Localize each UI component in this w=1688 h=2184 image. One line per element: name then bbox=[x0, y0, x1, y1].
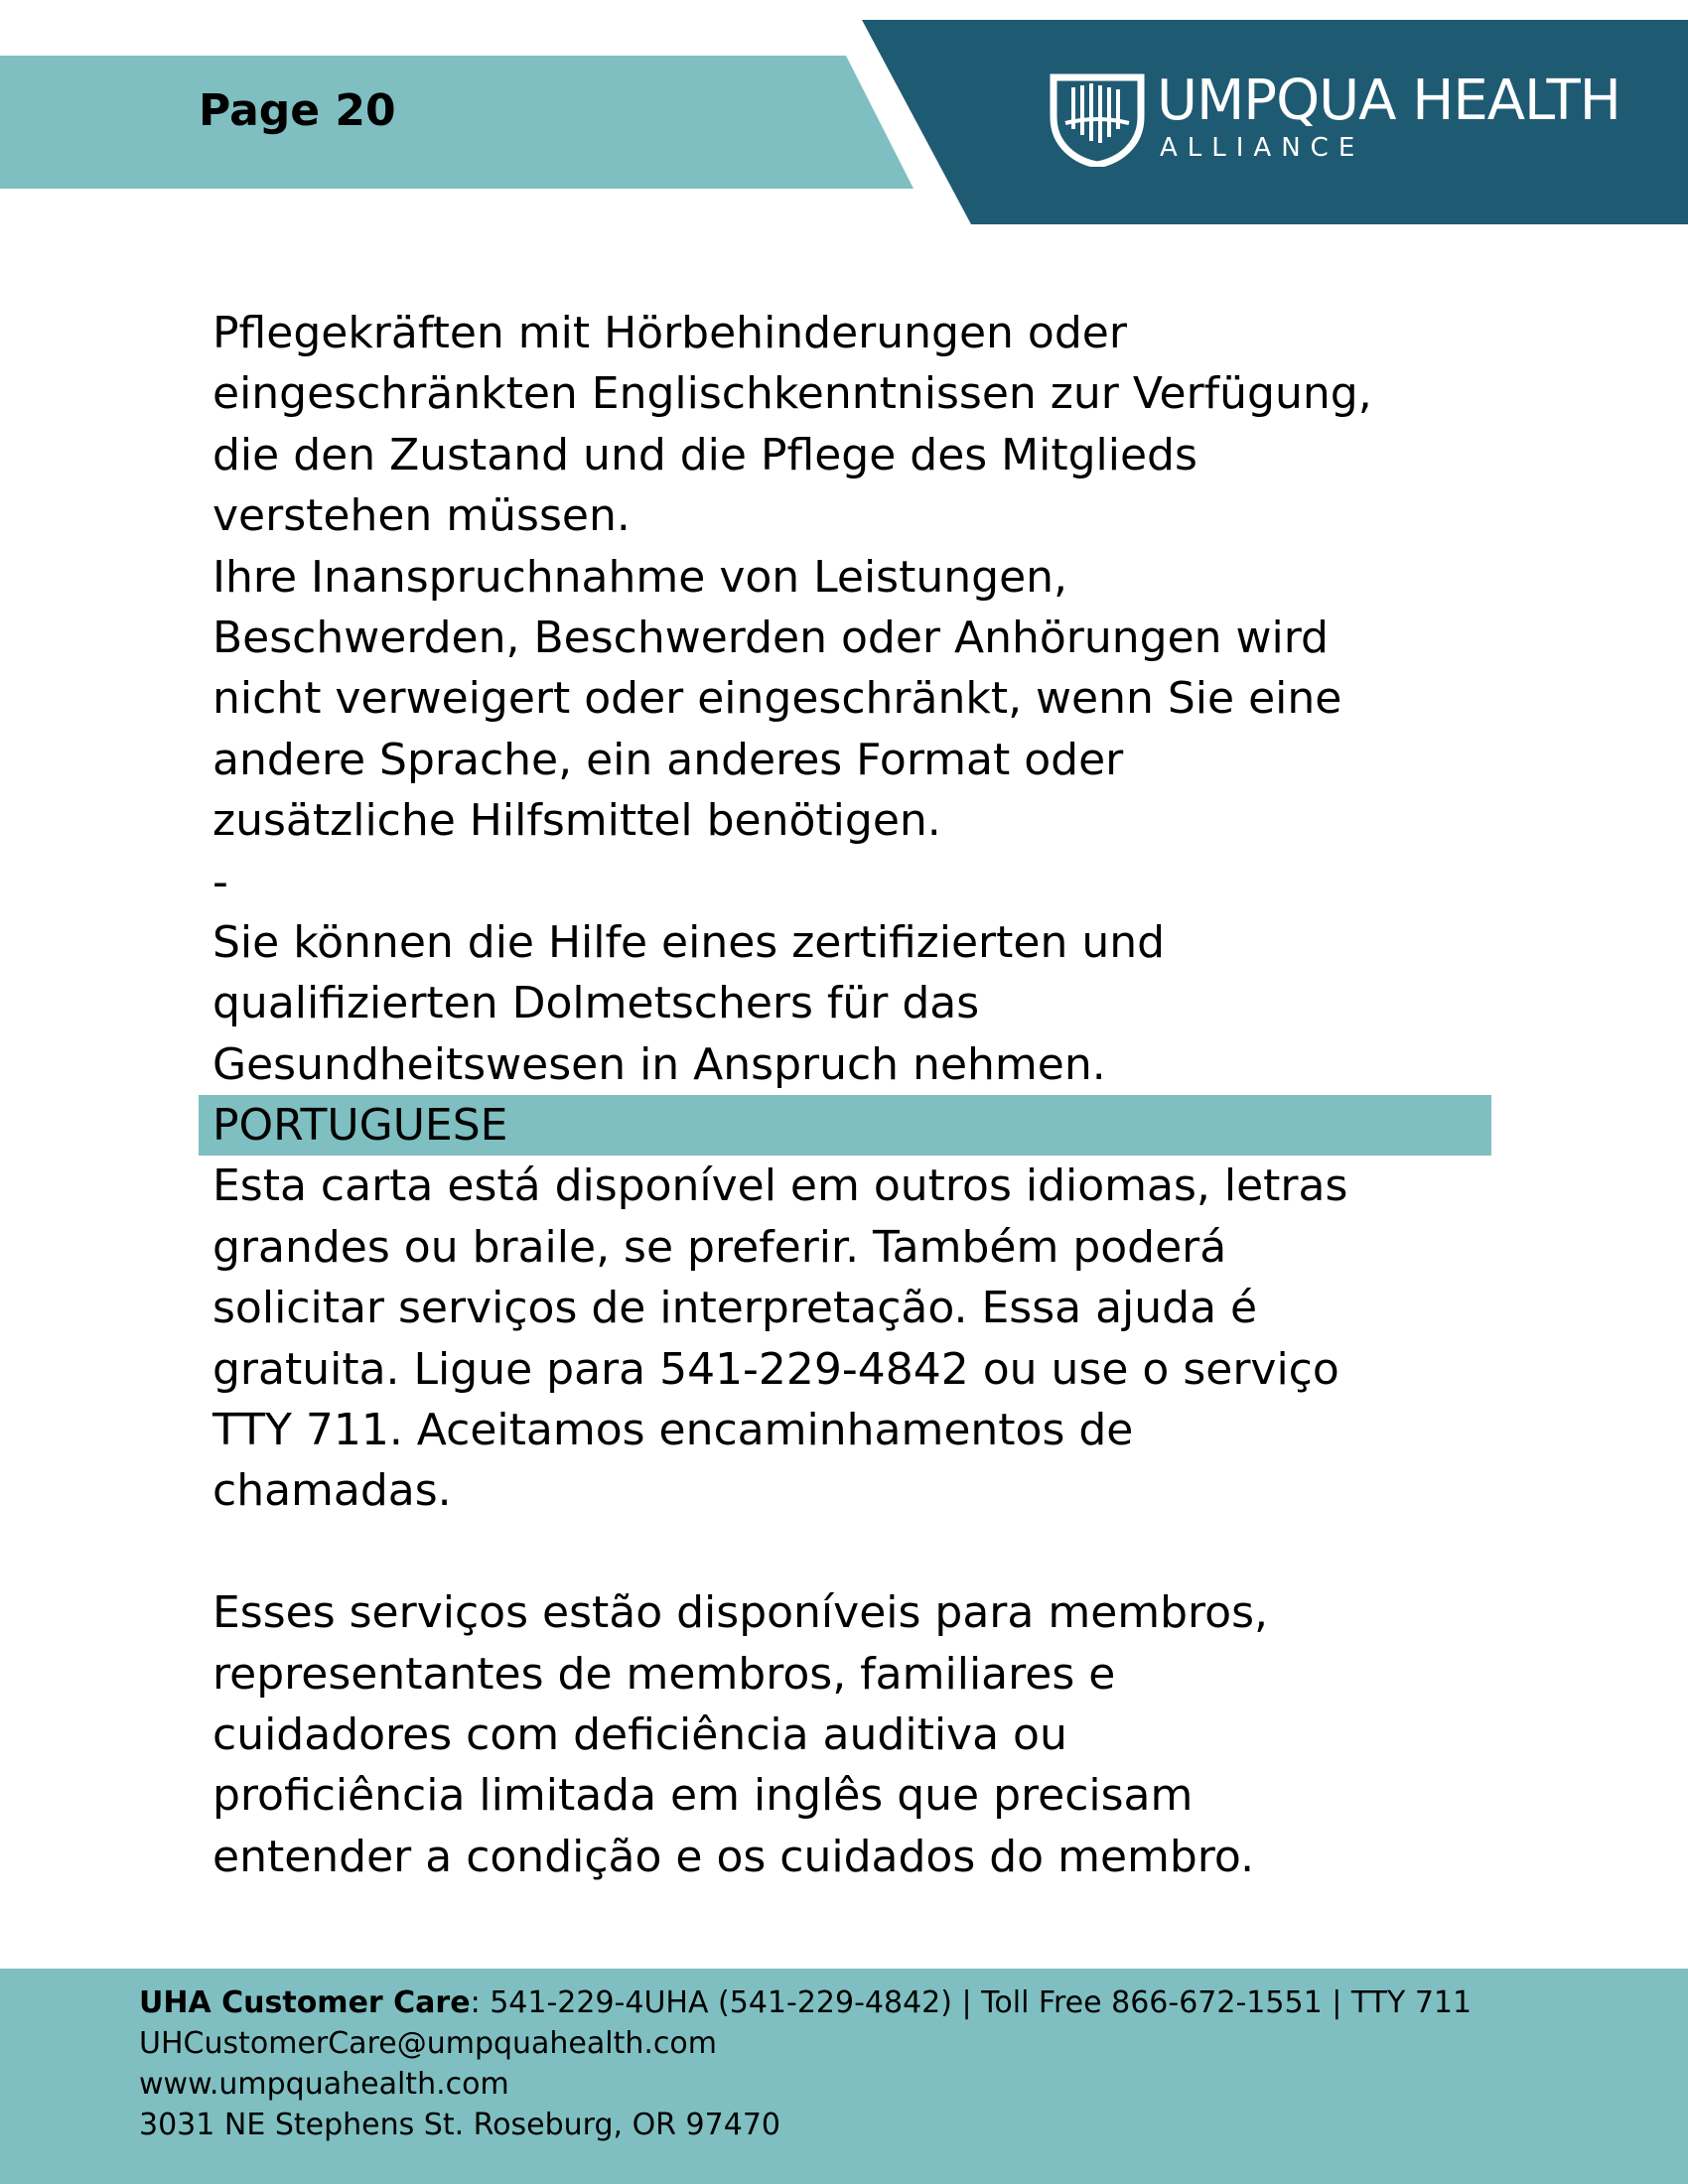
body-line: gratuita. Ligue para 541-229-4842 ou use o serviço bbox=[212, 1343, 1339, 1395]
page-number: Page 20 bbox=[199, 85, 396, 136]
body-content bbox=[212, 303, 1503, 1887]
body-line: TTY 711. Aceitamos encaminhamentos de bbox=[212, 1405, 1134, 1456]
umpqua-health-logo bbox=[1048, 69, 1643, 169]
body-line: grandes ou braile, se preferir. Também poderá bbox=[212, 1221, 1227, 1273]
body-line: Esta carta está disponível em outros idiomas, letras bbox=[212, 1160, 1348, 1212]
body-line: qualifizierten Dolmetschers für das bbox=[212, 978, 980, 1029]
customer-care-details: : 541-229-4UHA (541-229-4842) | Toll Free 866-672-1551 | TTY 711 bbox=[470, 1985, 1473, 2020]
body-line: Esses serviços estão disponíveis para membros, bbox=[212, 1587, 1269, 1639]
body-line: Gesundheitswesen in Anspruch nehmen. bbox=[212, 1038, 1106, 1090]
body-line: die den Zustand und die Pflege des Mitglieds bbox=[212, 429, 1197, 480]
header-light-band bbox=[0, 56, 914, 189]
body-line: chamadas. bbox=[212, 1465, 452, 1517]
logo-subtitle: ALLIANCE bbox=[1160, 133, 1365, 163]
logo-title: UMPQUA HEALTH bbox=[1157, 68, 1620, 133]
body-line: proficiência limitada em inglês que precisam bbox=[212, 1770, 1194, 1822]
body-line: Ihre Inanspruchnahme von Leistungen, bbox=[212, 551, 1068, 603]
body-line: - bbox=[212, 856, 228, 907]
body-line: Pflegekräften mit Hörbehinderungen oder bbox=[212, 308, 1127, 358]
body-line bbox=[212, 1522, 1503, 1582]
section-heading-portuguese: PORTUGUESE bbox=[199, 1095, 1491, 1156]
body-line: cuidadores com deficiência auditiva ou bbox=[212, 1708, 1067, 1760]
footer-website-link[interactable]: www.umpquahealth.com bbox=[139, 2067, 509, 2102]
body-line: solicitar serviços de interpretação. Essa ajuda é bbox=[212, 1283, 1258, 1334]
body-line: eingeschränkten Englischkenntnissen zur Verfügung, bbox=[212, 368, 1372, 420]
body-line: entender a condição e os cuidados do membro. bbox=[212, 1831, 1255, 1882]
footer bbox=[0, 1969, 1688, 2184]
umpqua-shield-icon bbox=[1048, 71, 1147, 167]
body-line: zusätzliche Hilfsmittel benötigen. bbox=[212, 795, 941, 847]
footer-email-link[interactable]: UHCustomerCare@umpquahealth.com bbox=[139, 2026, 717, 2061]
body-line: verstehen müssen. bbox=[212, 490, 631, 542]
body-line: nicht verweigert oder eingeschränkt, wenn Sie eine bbox=[212, 673, 1342, 725]
footer-address: 3031 NE Stephens St. Roseburg, OR 97470 bbox=[139, 2108, 780, 2142]
customer-care-label: UHA Customer Care bbox=[139, 1985, 471, 2020]
body-line: Beschwerden, Beschwerden oder Anhörungen wird bbox=[212, 612, 1329, 663]
body-line: Sie können die Hilfe eines zertifizierten und bbox=[212, 916, 1166, 968]
body-line: andere Sprache, ein anderes Format oder bbox=[212, 734, 1124, 785]
footer-content bbox=[139, 1982, 1472, 2145]
body-line: representantes de membros, familiares e bbox=[212, 1648, 1116, 1700]
footer-customer-care bbox=[139, 1982, 1472, 2023]
